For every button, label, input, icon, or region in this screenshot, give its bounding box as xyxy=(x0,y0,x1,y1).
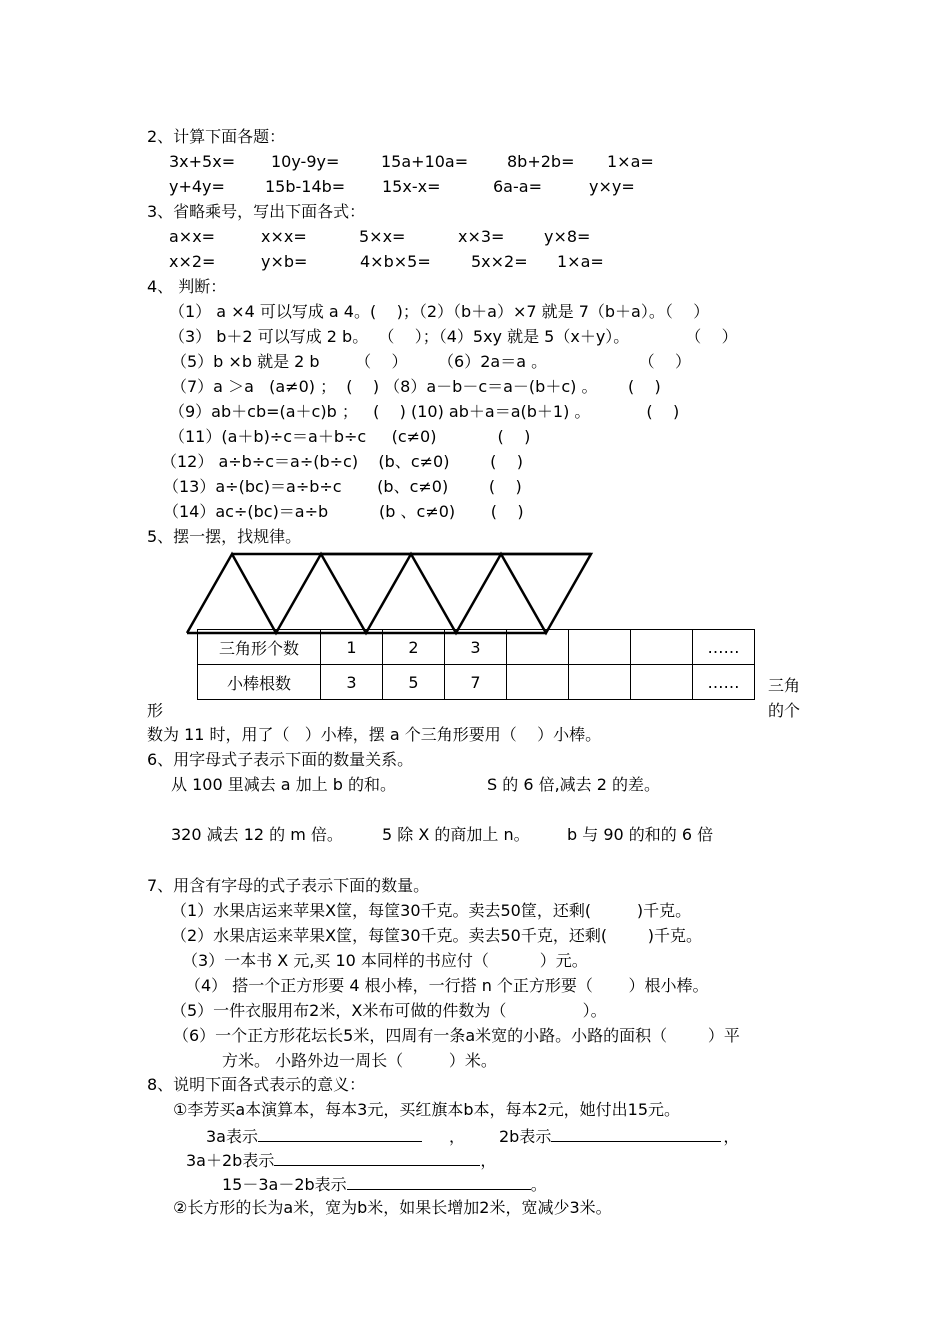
table-cell xyxy=(507,630,569,665)
expr: 4×b×5= xyxy=(360,252,431,271)
q4-line: （3） b＋2 可以写成 2 b。 （ ）；（4）5xy 就是 5（x＋y）。 （ ） xyxy=(169,327,738,346)
q7-title: 7、用含有字母的式子表示下面的数量。 xyxy=(147,876,430,895)
q7-line: （1）水果店运来苹果X筐，每筐30千克。卖去50筐，还剩( )千克。 xyxy=(171,901,692,920)
q5-title: 5、摆一摆，找规律。 xyxy=(147,527,302,546)
q4-line: （11）(a＋b)÷c＝a＋b÷c (c≠0) ( ) xyxy=(169,427,531,446)
q6-title: 6、用字母式子表示下面的数量关系。 xyxy=(147,750,414,769)
table-row xyxy=(198,630,755,665)
expr: 15x-x= xyxy=(382,177,441,196)
answer-blank[interactable] xyxy=(274,1149,480,1166)
row-label: 三角形个数 xyxy=(198,630,321,665)
q8-expr-row: 3a＋2b表示 ， xyxy=(186,1151,497,1170)
expr: 5×x= xyxy=(359,227,406,246)
table-cell xyxy=(631,665,693,700)
table-cell: …… xyxy=(693,630,755,665)
expr: x×2= xyxy=(169,252,216,271)
q6-item: S 的 6 倍,减去 2 的差。 xyxy=(487,775,661,794)
expr: 3x+5x= xyxy=(169,152,236,171)
expr: 8b+2b= xyxy=(507,152,575,171)
q8-problem-2: ②长方形的长为a米，宽为b米，如果长增加2米，宽减少3米。 xyxy=(173,1198,612,1217)
triangle-pattern xyxy=(185,551,595,636)
q8-expr-row: 2b表示 ， xyxy=(499,1127,740,1146)
expr: 10y-9y= xyxy=(271,152,340,171)
row-label: 小棒根数 xyxy=(198,665,321,700)
answer-blank[interactable] xyxy=(258,1125,422,1142)
expr: y×y= xyxy=(589,177,635,196)
expr: 1×a= xyxy=(607,152,654,171)
table-cell: 7 xyxy=(445,665,507,700)
q4-line: （14）ac÷(bc)＝a÷b (b 、c≠0) ( ) xyxy=(163,502,524,521)
expr: y×b= xyxy=(261,252,308,271)
table-cell xyxy=(631,630,693,665)
table-cell: …… xyxy=(693,665,755,700)
q4-title: 4、 判断： xyxy=(147,277,227,296)
table-row xyxy=(198,665,755,700)
table-cell xyxy=(569,665,631,700)
q2-row1 xyxy=(169,152,654,172)
pattern-table xyxy=(197,629,755,700)
q3-row1 xyxy=(169,227,590,247)
expr: x×x= xyxy=(261,227,307,246)
expr: y+4y= xyxy=(169,177,225,196)
answer-blank[interactable] xyxy=(347,1173,531,1190)
side-text: 三角 xyxy=(768,676,801,695)
q6-item: 320 减去 12 的 m 倍。 xyxy=(171,825,343,844)
table-cell: 2 xyxy=(383,630,445,665)
table-cell: 3 xyxy=(321,665,383,700)
q8-problem-1: ①李芳买a本演算本，每本3元，买红旗本b本，每本2元，她付出15元。 xyxy=(173,1100,681,1119)
q2-title: 2、计算下面各题： xyxy=(147,127,286,146)
q8-expr-row: 15－3a－2b表示 。 xyxy=(222,1175,547,1194)
expr: 6a-a= xyxy=(493,177,542,196)
q6-item: 5 除 X 的商加上 n。 xyxy=(382,825,530,844)
q7-line: （3）一本书 X 元,买 10 本同样的书应付（ ）元。 xyxy=(182,951,588,970)
expr: 15b-14b= xyxy=(265,177,346,196)
expr-label: 2b表示 xyxy=(499,1127,552,1146)
q3-row2 xyxy=(169,252,604,272)
table-cell xyxy=(507,665,569,700)
q3-title: 3、省略乘号，写出下面各式： xyxy=(147,202,366,221)
table-cell: 1 xyxy=(321,630,383,665)
answer-blank[interactable] xyxy=(551,1125,721,1142)
q8-title: 8、说明下面各式表示的意义： xyxy=(147,1075,366,1094)
q4-line: （12） a÷b÷c＝a÷(b÷c) (b、c≠0) ( ) xyxy=(161,452,523,471)
table-cell: 5 xyxy=(383,665,445,700)
table-cell: 3 xyxy=(445,630,507,665)
expr: 5x×2= xyxy=(471,252,528,271)
q4-line: （7）a ＞a (a≠0) ； ( ) （8）a－b－c＝a－(b＋c) 。 ( ) xyxy=(171,377,661,396)
expr-label: 3a表示 xyxy=(206,1127,258,1146)
expr: 15a+10a= xyxy=(381,152,469,171)
side-text: 的个 xyxy=(768,701,801,720)
q4-line: （1） a ×4 可以写成 a 4。( )；（2）（b＋a）×7 就是 7（b＋a）。（ ） xyxy=(169,302,710,321)
expr-label: 3a＋2b表示 xyxy=(186,1151,275,1170)
expr-label: 15－3a－2b表示 xyxy=(222,1175,347,1194)
q4-line: （5）b ×b 就是 2 b （ ） （6）2a＝a 。 （ ） xyxy=(171,352,691,371)
q7-line: （6）一个正方形花坛长5米，四周有一条a米宽的小路。小路的面积（ ）平 xyxy=(173,1026,740,1045)
q7-line: （5）一件衣服用布2米，X米布可做的件数为（ ）。 xyxy=(171,1001,607,1020)
q7-line: 方米。 小路外边一周长（ ）米。 xyxy=(222,1051,497,1070)
q4-line: （13）a÷(bc)＝a÷b÷c (b、c≠0) ( ) xyxy=(163,477,522,496)
expr: a×x= xyxy=(169,227,216,246)
q6-item: 从 100 里减去 a 加上 b 的和。 xyxy=(171,775,397,794)
q6-item: b 与 90 的和的 6 倍 xyxy=(567,825,714,844)
q2-row2 xyxy=(169,177,635,197)
q7-line: （4） 搭一个正方形要 4 根小棒，一行搭 n 个正方形要（ ）根小棒。 xyxy=(185,976,709,995)
q8-expr-row: 3a表示 ， xyxy=(206,1127,465,1146)
q5-question: 数为 11 时，用了（ ）小棒，摆 a 个三角形要用（ ）小棒。 xyxy=(147,725,602,744)
q7-line: （2）水果店运来苹果X筐，每筐30千克。卖去50千克，还剩( )千克。 xyxy=(171,926,703,945)
table-cell xyxy=(569,630,631,665)
q4-line: （9）ab＋cb=(a＋c)b ； ( ) (10) ab＋a＝a(b＋1) 。 ( ) xyxy=(169,402,680,421)
side-text: 形 xyxy=(147,701,164,720)
expr: x×3= xyxy=(458,227,505,246)
expr: 1×a= xyxy=(557,252,604,271)
expr: y×8= xyxy=(544,227,591,246)
